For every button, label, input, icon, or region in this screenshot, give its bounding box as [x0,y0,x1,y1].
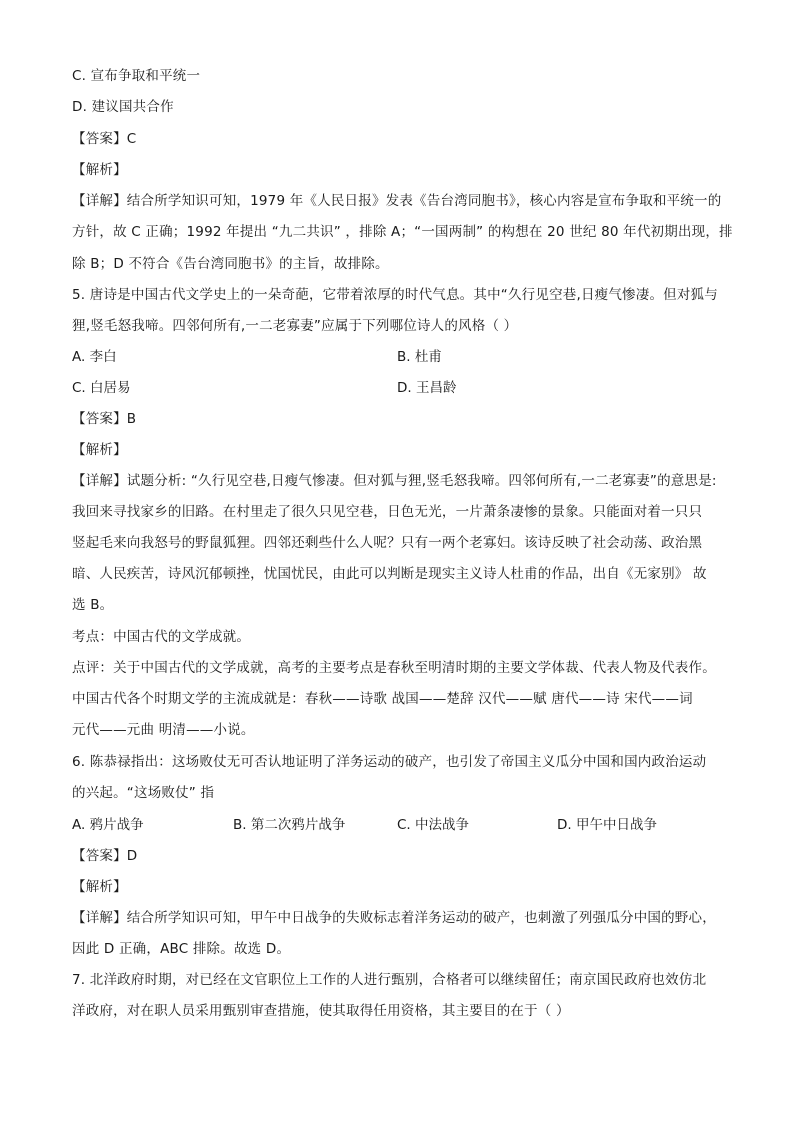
q5-option-a: A. 李白 [72,349,117,365]
q5-dianping-line-2: 中国古代各个时期文学的主流成就是：春秋——诗歌 战国——楚辞 汉代——赋 唐代——诗 宋代——词 [72,691,693,707]
q6-analysis-label: 【解析】 [72,879,127,895]
q4-detail-line-1: 【详解】结合所学知识可知，1979 年《人民日报》发表《告台湾同胞书》，核心内容是宣布争取和平统一的 [72,193,722,209]
q6-stem-line-1: 6. 陈恭禄指出：这场败仗无可否认地证明了洋务运动的破产，也引发了帝国主义瓜分中国和国内政治运动 [72,754,707,770]
q5-detail-line-1: 【详解】试题分析: “久行见空巷,日瘦气惨凄。但对狐与狸,竖毛怒我啼。四邻何所有,一二老寡妻”的意思是: [72,473,717,489]
q5-analysis-label: 【解析】 [72,442,127,458]
q5-option-b: B. 杜甫 [397,349,442,365]
q6-detail-line-2: 因此 D 正确，ABC 排除。故选 D。 [72,941,291,957]
q6-option-b: B. 第二次鸦片战争 [233,817,346,833]
q5-stem-line-1: 5. 唐诗是中国古代文学史上的一朵奇葩，它带着浓厚的时代气息。其中“久行见空巷,日瘦气惨凄。但对狐与 [72,287,718,303]
q6-option-c: C. 中法战争 [397,817,470,833]
q6-option-d: D. 甲午中日战争 [557,817,657,833]
q5-detail-line-3: 竖起毛来向我怒号的野鼠狐狸。四邻还剩些什么人呢？只有一两个老寡妇。该诗反映了社会动荡、政治黑 [72,535,703,551]
q4-answer: 【答案】C [72,131,137,147]
q5-option-d: D. 王昌龄 [397,380,457,396]
q5-kaodian: 考点：中国古代的文学成就。 [72,629,251,645]
q6-detail-line-1: 【详解】结合所学知识可知，甲午中日战争的失败标志着洋务运动的破产，也刺激了列强瓜分中国的野心， [72,910,716,926]
q7-stem-line-2: 洋政府，对在职人员采用甄别审查措施，使其取得任用资格，其主要目的在于（ ） [72,1003,570,1019]
q4-option-d: D. 建议国共合作 [72,99,174,115]
q5-detail-line-5: 选 B。 [72,597,114,613]
q4-analysis-label: 【解析】 [72,162,127,178]
q5-detail-line-4: 暗、人民疾苦，诗风沉郁顿挫，忧国忧民，由此可以判断是现实主义诗人杜甫的作品，出自《无家别》 故 [72,566,707,582]
q6-answer: 【答案】D [72,848,138,864]
q4-detail-line-2: 方针，故 C 正确；1992 年提出 “九二共识” ，排除 A；“一国两制” 的构想在 20 世纪 80 年代初期出现，排 [72,224,733,240]
q5-dianping-line-1: 点评：关于中国古代的文学成就，高考的主要考点是春秋至明清时期的主要文学体裁、代表人物及代表作。 [72,660,716,676]
q7-stem-line-1: 7. 北洋政府时期，对已经在文官职位上工作的人进行甄别，合格者可以继续留任；南京国民政府也效仿北 [72,972,707,988]
q5-stem-line-2: 狸,竖毛怒我啼。四邻何所有,一二老寡妻”应属于下列哪位诗人的风格（ ） [72,318,518,334]
q5-option-c: C. 白居易 [72,380,131,396]
q4-detail-line-3: 除 B；D 不符合《告台湾同胞书》的主旨，故排除。 [72,256,389,272]
q4-option-c: C. 宣布争取和平统一 [72,68,201,84]
q5-detail-line-2: 我回来寻找家乡的旧路。在村里走了很久只见空巷，日色无光，一片萧条凄惨的景象。只能面对着一只只 [72,504,703,520]
q5-answer: 【答案】B [72,411,137,427]
q6-stem-line-2: 的兴起。“这场败仗” 指 [72,785,215,801]
q5-dianping-line-3: 元代——元曲 明清——小说。 [72,722,255,738]
q6-option-a: A. 鸦片战争 [72,817,144,833]
